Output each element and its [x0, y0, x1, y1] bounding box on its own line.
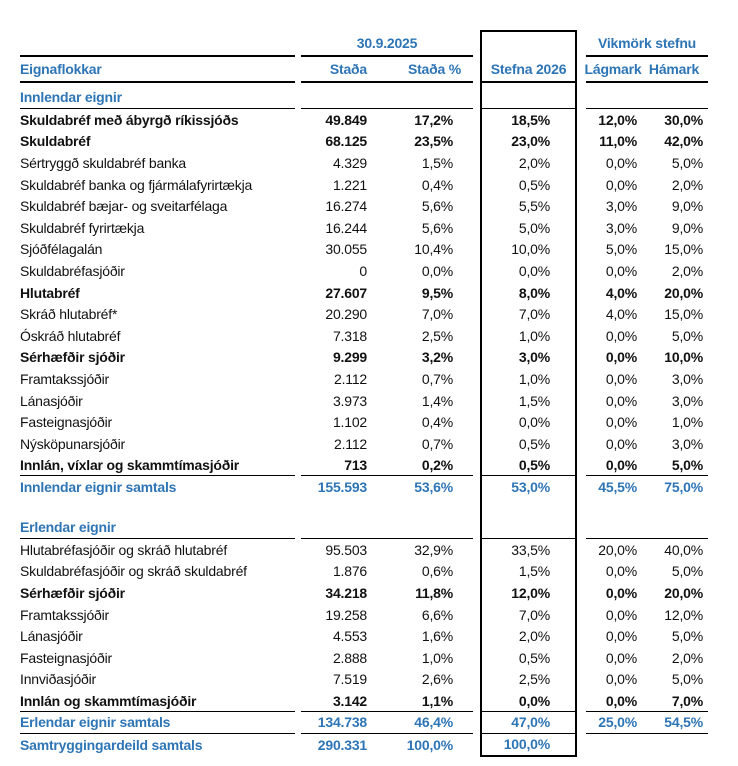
row-label: Skráð hlutabréf*	[20, 306, 118, 323]
row-label: Samtryggingardeild samtals	[20, 737, 203, 754]
hamark-value: 15,0%	[664, 241, 703, 258]
stada-pct-value: 5,6%	[421, 219, 453, 236]
hamark-value: 75,0%	[664, 479, 703, 496]
hamark-value: 5,0%	[671, 563, 703, 580]
stada-value: 2.112	[334, 370, 367, 387]
row-label: Hlutabréf	[20, 284, 80, 301]
hamark-value: 54,5%	[640, 712, 708, 734]
row-label: Skuldabréfasjóðir	[20, 262, 125, 279]
lagmark-value: 11,0%	[599, 133, 637, 150]
table-row	[20, 734, 708, 757]
stefna-value: 1,5%	[480, 561, 577, 583]
table-row	[20, 260, 708, 282]
hamark-value: 2,0%	[671, 649, 703, 666]
stada-value: 95.503	[325, 541, 367, 558]
stada-value: 1.876	[332, 563, 367, 580]
stefna-value: 23,0%	[480, 131, 577, 153]
stefna-value: 12,0%	[480, 582, 577, 604]
stada-value: 3.973	[332, 392, 367, 409]
stada-value: 0	[359, 262, 367, 279]
row-label: Innlendar eignir	[20, 83, 295, 109]
table-row	[20, 539, 708, 561]
lagmark-value: 0,0%	[605, 585, 637, 602]
table-row	[20, 131, 708, 153]
stada-value: 30.055	[325, 241, 367, 258]
table-row	[20, 239, 708, 261]
stada-pct-value: 11,8%	[415, 585, 453, 602]
hamark-value: 5,0%	[671, 154, 703, 171]
hamark-value: 5,0%	[640, 455, 708, 477]
lagmark-value: 4,0%	[605, 306, 637, 323]
table-row	[20, 604, 708, 626]
hamark-value: 1,0%	[671, 414, 703, 431]
stada-pct-value: 3,2%	[421, 349, 453, 366]
hamark-value: 10,0%	[664, 349, 703, 366]
stada-pct-value: 0,7%	[421, 370, 453, 387]
stefna-value: 2,0%	[480, 152, 577, 174]
lagmark-value: 0,0%	[605, 563, 637, 580]
stada-pct-value: 0,0%	[421, 262, 453, 279]
lagmark-value: 0,0%	[605, 176, 637, 193]
stada-pct-value: 1,4%	[421, 392, 453, 409]
table-row	[20, 455, 708, 477]
stada-value	[301, 83, 370, 109]
hamark-value: 5,0%	[671, 628, 703, 645]
stada-pct-value: 10,4%	[414, 241, 453, 258]
stefna-value	[480, 513, 577, 539]
lagmark-value: 20,0%	[598, 541, 637, 558]
hamark-value: 3,0%	[671, 435, 703, 452]
col-header-stada: Staða	[301, 57, 370, 83]
table-row	[20, 368, 708, 390]
lagmark-value: 45,5%	[598, 479, 637, 496]
row-label: Óskráð hlutabréf	[20, 327, 121, 344]
table-row	[20, 325, 708, 347]
table-row	[20, 498, 708, 513]
table-row	[20, 174, 708, 196]
stefna-value: 47,0%	[480, 712, 577, 734]
row-label: Innlán og skammtímasjóðir	[20, 690, 295, 712]
hamark-value: 3,0%	[671, 392, 703, 409]
stada-pct-value: 23,5%	[414, 133, 453, 150]
hamark-value: 15,0%	[664, 306, 703, 323]
table-body	[20, 83, 708, 757]
col-header-eignaflokkar: Eignaflokkar	[20, 57, 295, 83]
hamark-value: 9,0%	[671, 219, 703, 236]
hamark-value: 7,0%	[640, 690, 708, 712]
hamark-value: 20,0%	[664, 585, 703, 602]
stada-pct-value: 0,4%	[421, 176, 453, 193]
stada-pct-value: 17,2%	[414, 111, 453, 128]
stada-value: 3.142	[301, 690, 370, 712]
stada-value	[301, 513, 370, 539]
stada-pct-value	[370, 83, 473, 109]
row-label: Sérhæfðir sjóðir	[20, 349, 125, 366]
row-label: Skuldabréf banka og fjármálafyrirtækja	[20, 176, 253, 193]
lagmark-value: 0,0%	[605, 154, 637, 171]
stada-pct-value: 1,1%	[370, 690, 473, 712]
stefna-value: 53,0%	[480, 476, 577, 498]
stefna-value: 3,0%	[480, 347, 577, 369]
label-column-rule	[20, 30, 295, 57]
stada-value: 34.218	[325, 585, 367, 602]
lagmark-value: 0,0%	[605, 392, 637, 409]
table-row	[20, 217, 708, 239]
stada-value: 713	[301, 455, 370, 477]
col-header-hamark: Hámark	[640, 57, 708, 83]
stefna-value: 18,5%	[480, 109, 577, 131]
stada-pct-value: 32,9%	[414, 541, 453, 558]
stada-value: 68.125	[325, 133, 367, 150]
stada-pct-value: 1,5%	[421, 154, 453, 171]
stada-pct-value: 100,0%	[406, 737, 453, 754]
row-label: Nýsköpunarsjóðir	[20, 435, 125, 452]
hamark-value: 42,0%	[664, 133, 703, 150]
table-row	[20, 347, 708, 369]
row-label	[20, 498, 295, 513]
hamark-value: 20,0%	[664, 284, 703, 301]
row-label: Sértryggð skuldabréf banka	[20, 154, 187, 171]
lagmark-value: 4,0%	[605, 284, 637, 301]
row-label: Skuldabréf með ábyrgð ríkissjóðs	[20, 111, 239, 128]
hamark-value: 5,0%	[671, 327, 703, 344]
hamark-value	[640, 83, 708, 109]
stada-value: 16.274	[325, 198, 367, 215]
stada-pct-value: 53,6%	[414, 479, 453, 496]
table-row	[20, 109, 708, 131]
lagmark-value: 0,0%	[605, 671, 637, 688]
stada-pct-value: 0,6%	[421, 563, 453, 580]
table-row	[20, 411, 708, 433]
stada-pct-value: 2,6%	[421, 671, 453, 688]
row-label: Skuldabréfasjóðir og skráð skuldabréf	[20, 563, 247, 580]
stada-value: 134.738	[301, 712, 370, 734]
stefna-value: 33,5%	[480, 539, 577, 561]
stada-pct-value: 1,6%	[421, 628, 453, 645]
lagmark-value: 0,0%	[605, 414, 637, 431]
lagmark-value: 0,0%	[586, 690, 640, 712]
stada-value: 7.519	[332, 671, 367, 688]
row-label: Hlutabréfasjóðir og skráð hlutabréf	[20, 541, 228, 558]
stada-value: 7.318	[332, 327, 367, 344]
stada-pct-value: 46,4%	[370, 712, 473, 734]
stefna-value: 1,5%	[480, 390, 577, 412]
table-row	[20, 282, 708, 304]
asset-allocation-table	[20, 30, 708, 757]
stada-pct-value: 1,0%	[421, 649, 453, 666]
stefna-value: 2,0%	[480, 625, 577, 647]
hamark-value: 40,0%	[664, 541, 703, 558]
col-header-stefna-2026: Stefna 2026	[480, 57, 577, 83]
table-row	[20, 83, 708, 109]
stefna-value: 2,5%	[480, 669, 577, 691]
stefna-value: 5,0%	[480, 217, 577, 239]
hamark-value: 30,0%	[664, 111, 703, 128]
stada-pct-value: 5,6%	[421, 198, 453, 215]
stada-pct-value: 0,4%	[421, 414, 453, 431]
row-label: Skuldabréf fyrirtækja	[20, 219, 145, 236]
row-label: Innlán, víxlar og skammtímasjóðir	[20, 455, 295, 477]
stada-value: 2.112	[334, 435, 367, 452]
column-header-row	[20, 57, 708, 83]
stefna-value: 0,5%	[480, 647, 577, 669]
lagmark-value	[586, 734, 640, 757]
hamark-value	[640, 734, 708, 757]
table-row	[20, 582, 708, 604]
stefna-value: 0,5%	[480, 455, 577, 477]
lagmark-value	[586, 83, 640, 109]
stada-pct-value: 0,7%	[421, 435, 453, 452]
vikmork-group-label: Vikmörk stefnu	[586, 30, 708, 57]
table-row	[20, 476, 708, 498]
row-label: Framtakssjóðir	[20, 370, 109, 387]
stada-value: 4.329	[332, 154, 367, 171]
hamark-value: 3,0%	[671, 370, 703, 387]
stefna-value: 1,0%	[480, 368, 577, 390]
row-label: Lánasjóðir	[20, 392, 83, 409]
stefna-value: 8,0%	[480, 282, 577, 304]
table-row	[20, 561, 708, 583]
row-label: Skuldabréf bæjar- og sveitarfélaga	[20, 198, 228, 215]
table-row	[20, 513, 708, 539]
stada-pct-value: 7,0%	[421, 306, 453, 323]
lagmark-value: 0,0%	[605, 649, 637, 666]
hamark-value	[640, 498, 708, 513]
row-label: Erlendar eignir samtals	[20, 712, 295, 734]
stefna-value: 0,0%	[480, 690, 577, 712]
stada-value: 155.593	[317, 479, 367, 496]
stefna-value: 0,0%	[480, 411, 577, 433]
lagmark-value: 0,0%	[605, 349, 637, 366]
table-row	[20, 669, 708, 691]
stefna-value: 1,0%	[480, 325, 577, 347]
stefna-value: 7,0%	[480, 303, 577, 325]
hamark-value: 9,0%	[671, 198, 703, 215]
table-row	[20, 303, 708, 325]
hamark-value	[640, 513, 708, 539]
row-label: Erlendar eignir	[20, 513, 295, 539]
stada-pct-value	[370, 498, 473, 513]
table-row	[20, 390, 708, 412]
stada-value: 49.849	[325, 111, 367, 128]
stada-value: 20.290	[325, 306, 367, 323]
table-row	[20, 690, 708, 712]
row-label: Fasteignasjóðir	[20, 414, 112, 431]
table-row	[20, 625, 708, 647]
stefna-box-top	[480, 30, 577, 57]
table-row	[20, 433, 708, 455]
lagmark-value: 3,0%	[605, 219, 637, 236]
row-label: Skuldabréf	[20, 133, 91, 150]
stada-value: 16.244	[325, 219, 367, 236]
lagmark-value: 0,0%	[605, 628, 637, 645]
stada-pct-value: 0,2%	[370, 455, 473, 477]
table-row	[20, 712, 708, 734]
stada-value: 27.607	[325, 284, 367, 301]
hamark-value: 2,0%	[671, 176, 703, 193]
table-row	[20, 152, 708, 174]
lagmark-value: 25,0%	[586, 712, 640, 734]
stada-value: 290.331	[317, 737, 367, 754]
stada-pct-value: 9,5%	[421, 284, 453, 301]
period-header-row	[20, 30, 708, 57]
period-label: 30.9.2025	[301, 30, 473, 57]
stefna-value: 7,0%	[480, 604, 577, 626]
lagmark-value: 12,0%	[598, 111, 637, 128]
row-label: Fasteignasjóðir	[20, 649, 112, 666]
stada-pct-value	[370, 513, 473, 539]
lagmark-value	[586, 513, 640, 539]
hamark-value: 2,0%	[671, 262, 703, 279]
hamark-value: 5,0%	[671, 671, 703, 688]
row-label: Framtakssjóðir	[20, 606, 109, 623]
lagmark-value: 3,0%	[605, 198, 637, 215]
stefna-value: 100,0%	[480, 734, 577, 757]
stada-value: 1.221	[332, 176, 367, 193]
col-header-lagmark: Lágmark	[586, 57, 640, 83]
lagmark-value	[586, 498, 640, 513]
lagmark-value: 0,0%	[605, 262, 637, 279]
lagmark-value: 0,0%	[605, 435, 637, 452]
stada-value: 4.553	[332, 628, 367, 645]
row-label: Innlendar eignir samtals	[20, 479, 177, 496]
table-row	[20, 195, 708, 217]
stefna-value: 0,0%	[480, 260, 577, 282]
lagmark-value: 0,0%	[586, 455, 640, 477]
row-label: Sérhæfðir sjóðir	[20, 585, 125, 602]
row-label: Lánasjóðir	[20, 628, 83, 645]
lagmark-value: 0,0%	[605, 606, 637, 623]
lagmark-value: 0,0%	[605, 327, 637, 344]
stefna-value	[480, 498, 577, 513]
stefna-value	[480, 83, 577, 109]
stada-value	[301, 498, 370, 513]
stada-value: 9.299	[332, 349, 367, 366]
row-label: Sjóðfélagalán	[20, 241, 103, 258]
row-label: Innviðasjóðir	[20, 671, 96, 688]
stefna-value: 0,5%	[480, 174, 577, 196]
stada-pct-value: 6,6%	[421, 606, 453, 623]
stefna-value: 5,5%	[480, 195, 577, 217]
lagmark-value: 5,0%	[605, 241, 637, 258]
stada-value: 19.258	[325, 606, 367, 623]
stada-pct-value: 2,5%	[421, 327, 453, 344]
stefna-value: 10,0%	[480, 239, 577, 261]
stefna-value: 0,5%	[480, 433, 577, 455]
hamark-value: 12,0%	[664, 606, 703, 623]
col-header-stada-pct: Staða %	[370, 57, 473, 83]
stada-value: 2.888	[332, 649, 367, 666]
stada-value: 1.102	[332, 414, 367, 431]
table-row	[20, 647, 708, 669]
lagmark-value: 0,0%	[605, 370, 637, 387]
